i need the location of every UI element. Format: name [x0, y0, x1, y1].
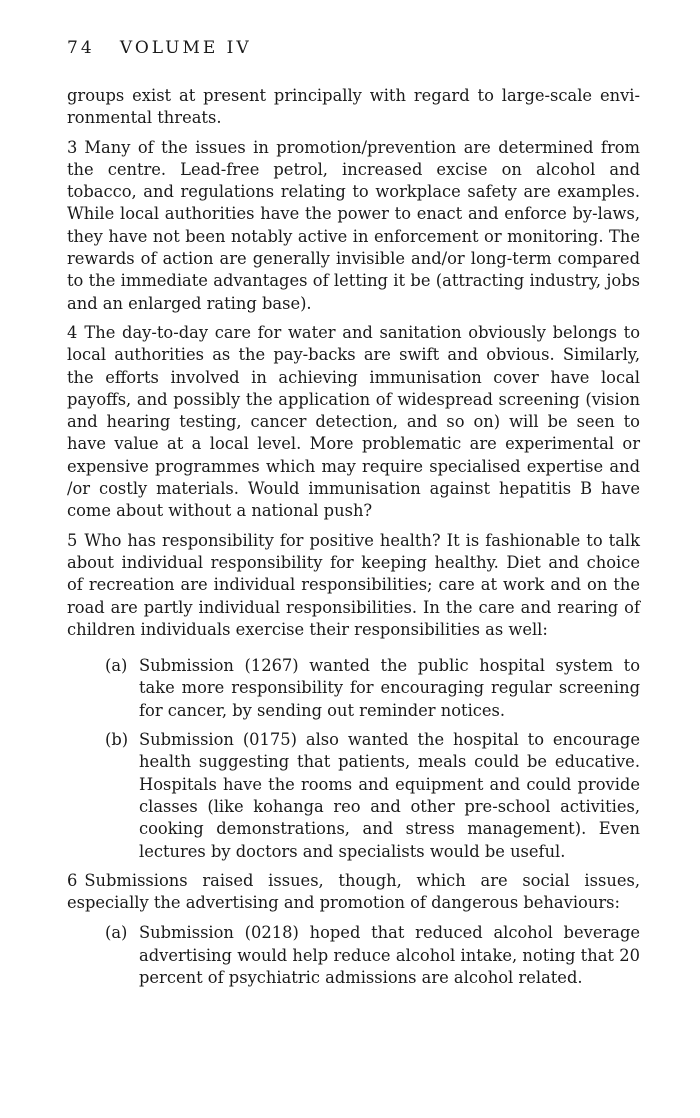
paragraph-number: 4	[67, 322, 78, 342]
paragraph-text: Submissions raised issues, though, which are social issues, especially the advertising and promotion of dangerous behaviours:	[67, 870, 640, 913]
paragraph-text: The day-to-day care for water and sanitation obviously belongs to local authorities as the pay-backs are swift and obvious. Similarly, the efforts involved in achieving immunisation cover have local payoffs, and possibly the application of widespread screening (vision and hearing testing, cancer detection, and so on) will be seen to have value at a local level. More problematic are experimental or expensive programmes which may require specialised expertise and /or costly materials. Would immunisation against hepatitis B have come about without a national push?	[67, 322, 640, 521]
paragraph-number: 6	[67, 870, 78, 890]
list-marker: (a)	[105, 923, 128, 943]
list-item	[67, 729, 640, 863]
paragraph-number: 5	[67, 530, 78, 550]
list-item	[67, 655, 640, 722]
paragraph-4	[67, 322, 640, 523]
list-marker: (a)	[105, 656, 128, 676]
list-marker: (b)	[105, 730, 129, 750]
paragraph-6-list	[67, 922, 640, 989]
paragraph-text: Who has responsibility for positive health? It is fashionable to talk about individual responsibility for keeping healthy. Diet and choice of recreation are individual responsibilities; care at work and on the road are partly individual responsibilities. In the care and rearing of children individuals exercise their responsibilities as well:	[67, 530, 640, 639]
list-item-text: Submission (0175) also wanted the hospital to encourage health suggesting that patients, meals could be educative. Hospitals have the rooms and equipment and could provide classes (like kohanga reo and other pre-school activities, cooking demonstrations, and stress management). Even lectures by doctors and specialists would be useful.	[139, 730, 640, 861]
paragraph-text: Many of the issues in promotion/prevention are determined from the centre. Lead-free petrol, increased excise on alcohol and tobacco, and regulations relating to workplace safety are examples. While local authorities have the power to enact and enforce by-laws, they have not been notably active in enforcement or monitoring. The rewards of action are generally invisible and/or long-term compared to the immediate advantages of letting it be (attracting industry, jobs and an enlarged rating base).	[67, 137, 640, 313]
paragraph-6	[67, 870, 640, 915]
paragraph-5	[67, 530, 640, 641]
volume-title: VOLUME IV	[119, 38, 252, 58]
running-head	[67, 38, 640, 58]
paragraph-3	[67, 137, 640, 315]
paragraph-5-list	[67, 655, 640, 863]
paragraph-text: groups exist at present principally with regard to large-scale environmental threats.	[67, 86, 640, 128]
list-item	[67, 922, 640, 989]
page-number: 74	[67, 38, 95, 58]
list-item-text: Submission (0218) hoped that reduced alcohol beverage advertising would help reduce alcohol intake, noting that 20 percent of psychiatric admissions are alcohol related.	[139, 923, 640, 987]
paragraph-continued	[67, 85, 640, 130]
list-item-text: Submission (1267) wanted the public hospital system to take more responsibility for encouraging regular screening for cancer, by sending out reminder notices.	[139, 656, 640, 720]
paragraph-number: 3	[67, 137, 78, 157]
